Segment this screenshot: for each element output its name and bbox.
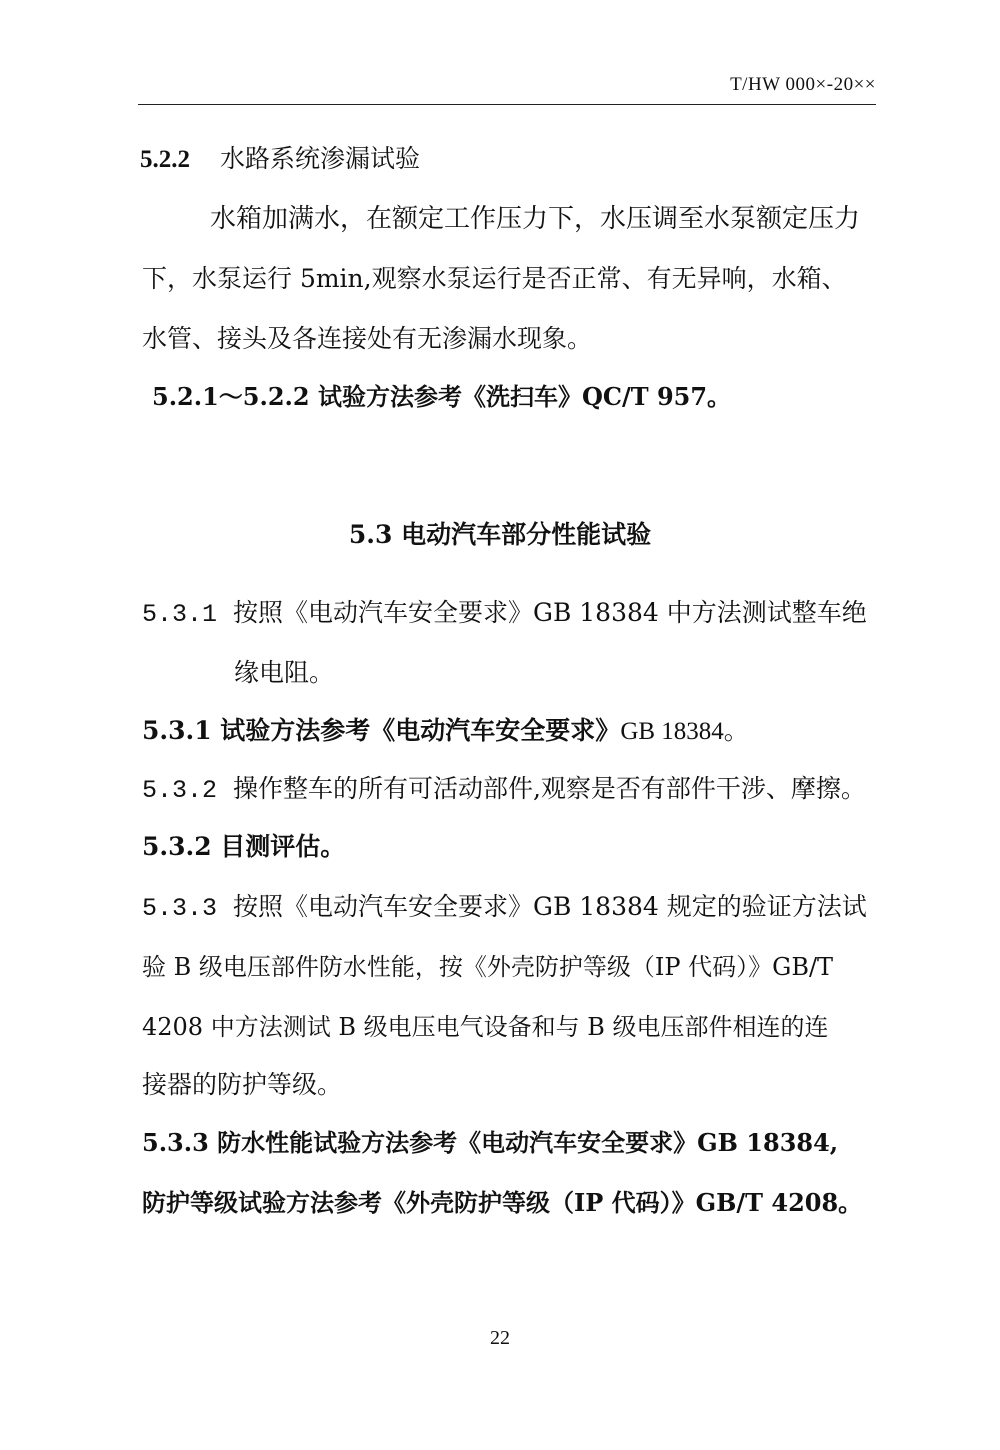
page-number: 22 [490, 1327, 510, 1349]
section-5-3-3-line [142, 890, 867, 926]
section-number: 5.3.2 [142, 776, 218, 805]
paragraph-line: 缘电阻。 [234, 658, 335, 687]
section-title: 水路系统渗漏试验 [219, 144, 420, 173]
method-reference: 防护等级试验方法参考《外壳防护等级（IP 代码）》GB/T 4208。 [142, 1188, 863, 1217]
method-reference: 5.3.3 防水性能试验方法参考《电动汽车安全要求》GB 18384, [142, 1128, 839, 1157]
paragraph-line: 下，水泵运行 5min,观察水泵运行是否正常、有无异响，水箱、 [142, 264, 847, 293]
section-number: 5.3.3 [142, 894, 218, 923]
standard-code: T/HW 000×-20×× [730, 74, 876, 95]
section-5-3-1-line [142, 596, 867, 632]
method-reference: 5.2.1～5.2.2 试验方法参考《洗扫车》QC/T 957。 [152, 382, 732, 411]
section-number: 5.2.2 [140, 146, 190, 173]
paragraph-line: 水箱加满水，在额定工作压力下，水压调至水泵额定压力 [210, 204, 861, 234]
page-header [138, 74, 876, 105]
method-standard: GB 18384。 [620, 718, 749, 745]
paragraph-line: 接器的防护等级。 [142, 1070, 343, 1099]
paragraph-line: 水管、接头及各连接处有无渗漏水现象。 [142, 324, 593, 353]
section-5-3-2-line [142, 772, 866, 808]
method-reference: 5.3.1 试验方法参考《电动汽车安全要求》 [142, 716, 621, 745]
method-reference: 5.3.2 目测评估。 [142, 832, 346, 861]
section-heading: 5.3 电动汽车部分性能试验 [348, 520, 652, 549]
paragraph-text: 按照《电动汽车安全要求》GB 18384 规定的验证方法试 [232, 892, 867, 921]
method-reference-line [142, 714, 749, 749]
section-number: 5.3.1 [142, 600, 218, 629]
paragraph-text: 按照《电动汽车安全要求》GB 18384 中方法测试整车绝 [232, 598, 867, 627]
section-5-2-2-title-line [140, 142, 420, 177]
paragraph-line: 4208 中方法测试 B 级电压电气设备和与 B 级电压部件相连的连 [142, 1013, 829, 1041]
paragraph-text: 操作整车的所有可活动部件,观察是否有部件干涉、摩擦。 [232, 774, 866, 803]
paragraph-line: 验 B 级电压部件防水性能，按《外壳防护等级（IP 代码）》GB/T [142, 953, 834, 981]
